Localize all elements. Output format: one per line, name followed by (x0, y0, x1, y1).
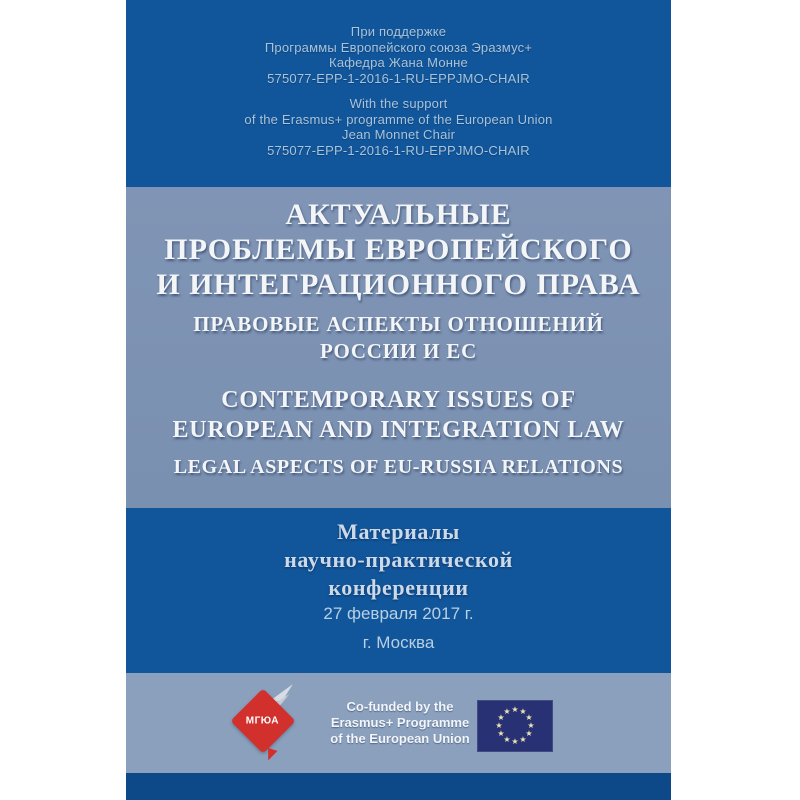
title-section (126, 187, 671, 508)
mgua-logo (230, 689, 296, 759)
mgua-logo-label: МГЮА (246, 715, 280, 727)
eu-star-icon: ★ (519, 707, 527, 716)
cofunded-line: of the European Union (330, 731, 470, 746)
title-line: ПРОБЛЕМЫ ЕВРОПЕЙСКОГО (164, 233, 633, 266)
eu-flag-icon (477, 700, 553, 752)
book-subtitle-en (126, 454, 671, 480)
title-line: И ИНТЕГРАЦИОННОГО ПРАВА (156, 268, 641, 301)
subtitle-line: РОССИИ И ЕС (319, 339, 478, 363)
eu-star-icon: ★ (495, 721, 503, 730)
support-line: Кафедра Жана Монне (329, 55, 468, 70)
support-line: With the support (349, 96, 448, 111)
conference-date: 27 февраля 2017 г. (323, 604, 474, 623)
cofunded-line: Co-funded by the (346, 699, 454, 714)
eu-star-icon: ★ (497, 713, 505, 722)
materials-line: научно-практической (284, 547, 513, 572)
book-title-en (126, 385, 671, 445)
eu-star-icon: ★ (519, 735, 527, 744)
support-line: 575077-EPP-1-2016-1-RU-EPPJMO-CHAIR (267, 70, 530, 86)
conference-section (126, 508, 671, 673)
support-line: Jean Monnet Chair (341, 127, 456, 142)
support-line: Программы Европейского союза Эразмус+ (264, 39, 533, 55)
support-text-ru (126, 24, 671, 86)
title-line: CONTEMPORARY ISSUES OF (221, 387, 576, 413)
title-line: АКТУАЛЬНЫЕ (285, 198, 512, 231)
materials-line: конференции (328, 575, 469, 600)
footer-strip (126, 773, 671, 800)
eu-star-icon: ★ (503, 735, 511, 744)
support-text-en (126, 96, 671, 158)
subtitle-line: LEGAL ASPECTS OF EU-RUSSIA RELATIONS (173, 456, 624, 478)
support-section (126, 0, 671, 187)
logos-section (126, 673, 671, 773)
conference-materials-text (126, 518, 671, 602)
book-title-ru (126, 197, 671, 302)
eu-star-icon: ★ (527, 721, 535, 730)
conference-city: г. Москва (362, 633, 435, 652)
eu-star-icon: ★ (511, 705, 519, 714)
subtitle-line: ПРАВОВЫЕ АСПЕКТЫ ОТНОШЕНИЙ (193, 312, 604, 336)
cofunded-text (316, 699, 484, 747)
book-cover (126, 0, 671, 800)
support-line: При поддержке (350, 24, 447, 39)
eu-star-icon: ★ (525, 729, 533, 738)
title-line: EUROPEAN AND INTEGRATION LAW (172, 417, 625, 443)
book-subtitle-ru (126, 311, 671, 365)
support-line: 575077-EPP-1-2016-1-RU-EPPJMO-CHAIR (267, 142, 530, 158)
eu-star-icon: ★ (511, 737, 519, 746)
eu-star-icon: ★ (503, 707, 511, 716)
materials-line: Материалы (337, 519, 460, 544)
eu-star-icon: ★ (497, 729, 505, 738)
support-line: of the Erasmus+ programme of the European Union (244, 111, 553, 127)
cofunded-line: Erasmus+ Programme (330, 715, 470, 730)
eu-star-icon: ★ (525, 713, 533, 722)
